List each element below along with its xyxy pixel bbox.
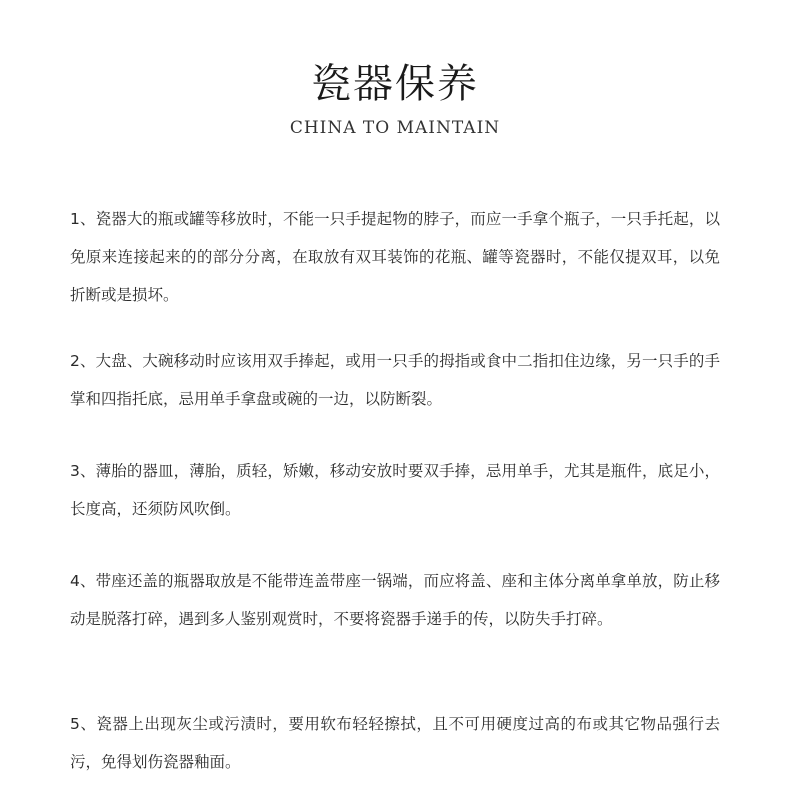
care-tip-5: 5、瓷器上出现灰尘或污渍时，要用软布轻轻擦拭，且不可用硬度过高的布或其它物品强行去污，免得划伤瓷器釉面。 (70, 715, 720, 771)
page-title: 瓷器保养 (311, 61, 479, 107)
care-tip-1: 1、瓷器大的瓶或罐等移放时，不能一只手提起物的脖子，而应一手拿个瓶子，一只手托起，以免原来连接起来的的部分分离，在取放有双耳装饰的花瓶、罐等瓷器时，不能仅提双耳，以免折断或是损坏。 (70, 210, 720, 304)
care-tip-3: 3、薄胎的器皿，薄胎，质轻，矫嫩，移动安放时要双手捧，忌用单手，尤其是瓶件，底足小，长度高，还须防风吹倒。 (70, 462, 720, 518)
care-tip-2: 2、大盘、大碗移动时应该用双手捧起，或用一只手的拇指或食中二指扣住边缘，另一只手的手掌和四指托底，忌用单手拿盘或碗的一边，以防断裂。 (70, 352, 720, 408)
page-subtitle: CHINA TO MAINTAIN (289, 118, 501, 138)
care-tip-4: 4、带座还盖的瓶器取放是不能带连盖带座一锅端，而应将盖、座和主体分离单拿单放，防止移动是脱落打碎，遇到多人鉴别观赏时，不要将瓷器手递手的传，以防失手打碎。 (70, 572, 720, 628)
